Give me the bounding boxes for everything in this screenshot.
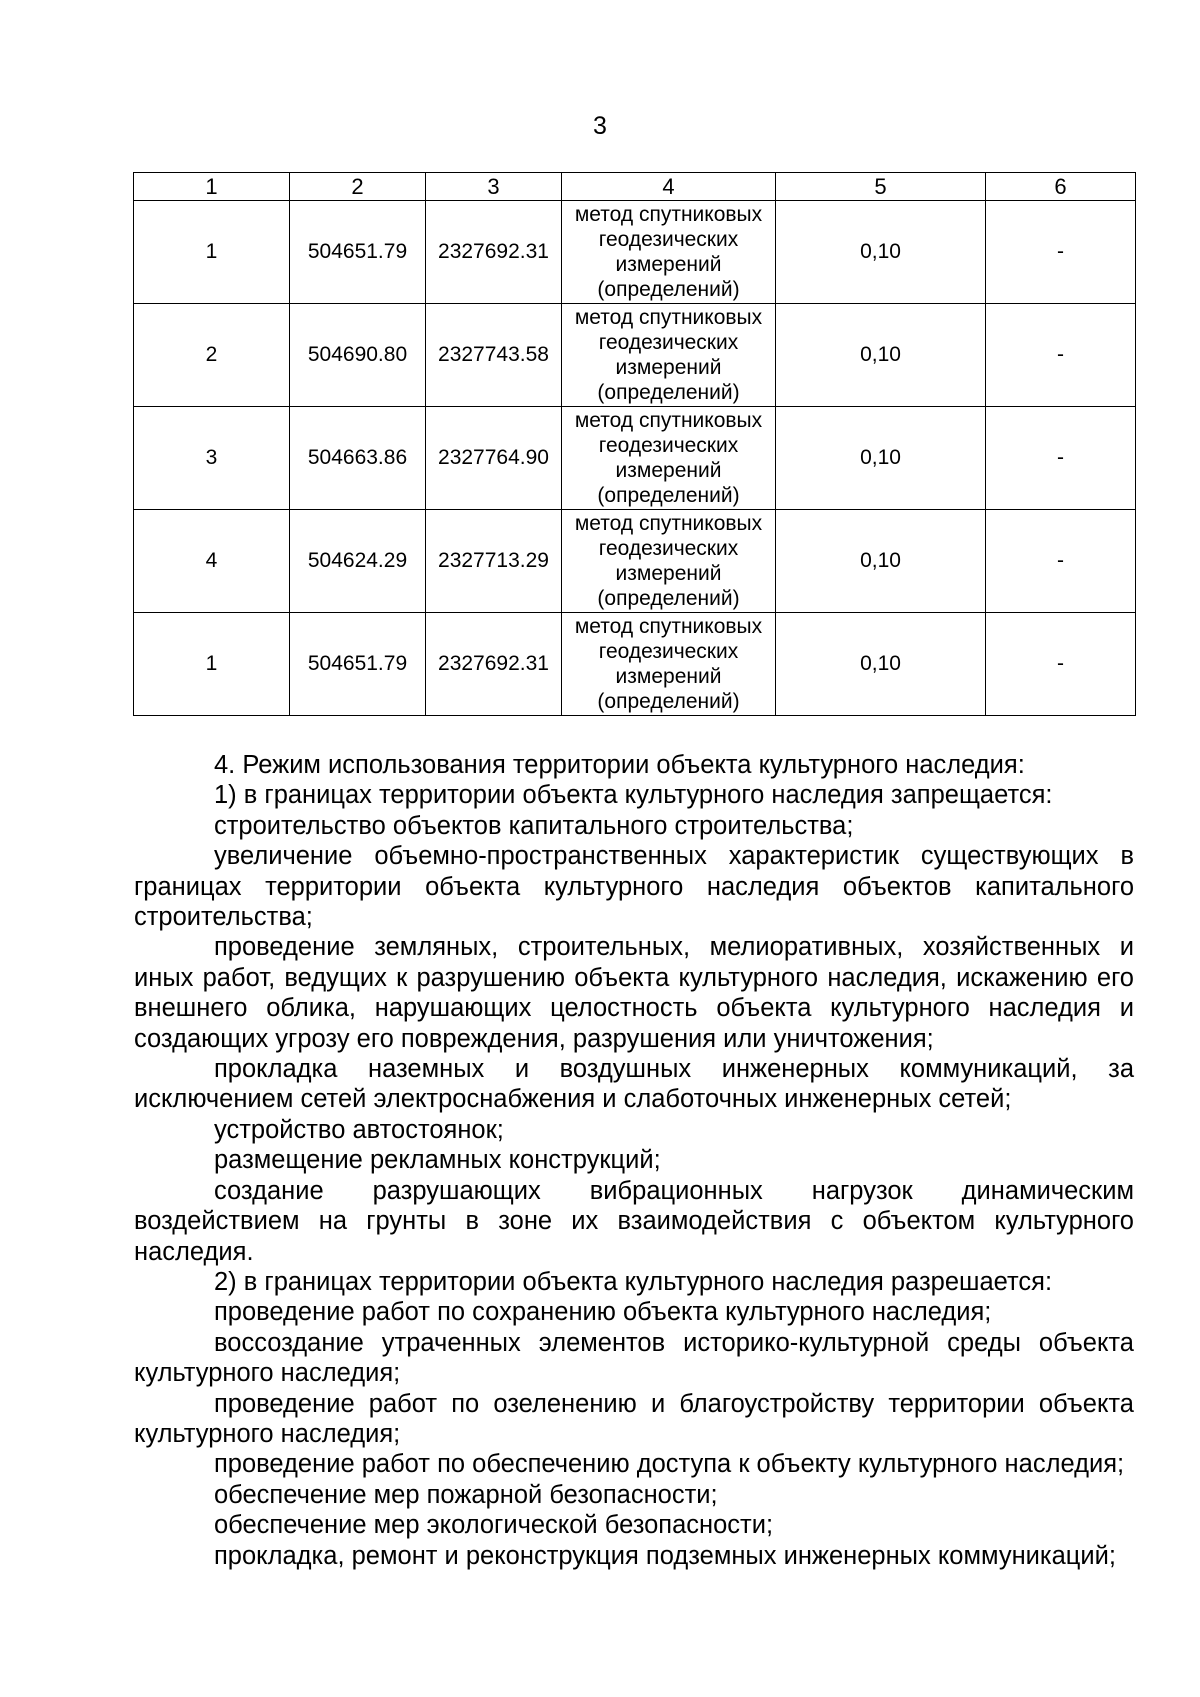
point-number-cell: 2	[134, 304, 290, 407]
table-header-cell: 6	[986, 173, 1136, 201]
accuracy-cell: 0,10	[776, 510, 986, 613]
list-item: прокладка, ремонт и реконструкция подземных инженерных коммуникаций;	[214, 1541, 1116, 1570]
point-number-cell: 3	[134, 407, 290, 510]
accuracy-cell: 0,10	[776, 304, 986, 407]
list-item: проведение работ по сохранению объекта культурного наследия;	[214, 1298, 992, 1327]
coordinates-table	[133, 172, 1136, 716]
accuracy-cell: 0,10	[776, 201, 986, 304]
accuracy-cell: 0,10	[776, 407, 986, 510]
list-item: размещение рекламных конструкций;	[214, 1146, 661, 1175]
subsection-heading: 2) в границах территории объекта культурного наследия разрешается:	[214, 1267, 1053, 1296]
note-cell: -	[986, 510, 1136, 613]
page-number: 3	[593, 112, 607, 140]
table-header-row	[134, 173, 1136, 201]
x-coordinate-cell: 504651.79	[290, 613, 426, 716]
note-cell: -	[986, 613, 1136, 716]
list-item: увеличение объемно-пространственных характеристик существующих в границах территории объекта культурного наследия объектов капитального строительства;	[134, 842, 1134, 932]
y-coordinate-cell: 2327692.31	[426, 201, 562, 304]
list-item: проведение работ по обеспечению доступа к объекту культурного наследия;	[214, 1450, 1125, 1479]
note-cell: -	[986, 304, 1136, 407]
point-number-cell: 4	[134, 510, 290, 613]
point-number-cell: 1	[134, 613, 290, 716]
table-header-cell: 2	[290, 173, 426, 201]
list-item: прокладка наземных и воздушных инженерных коммуникаций, за исключением сетей электроснабжения и слаботочных инженерных сетей;	[134, 1055, 1134, 1114]
accuracy-cell: 0,10	[776, 613, 986, 716]
section-heading: 4. Режим использования территории объекта культурного наследия:	[214, 751, 1025, 779]
table-row	[134, 304, 1136, 407]
x-coordinate-cell: 504690.80	[290, 304, 426, 407]
x-coordinate-cell: 504663.86	[290, 407, 426, 510]
x-coordinate-cell: 504651.79	[290, 201, 426, 304]
table-header-cell: 5	[776, 173, 986, 201]
method-cell: метод спутниковых геодезических измерений (определений)	[562, 201, 776, 304]
y-coordinate-cell: 2327743.58	[426, 304, 562, 407]
note-cell: -	[986, 201, 1136, 304]
list-item: устройство автостоянок;	[214, 1115, 504, 1144]
table-header-cell: 4	[562, 173, 776, 201]
table-header-cell: 1	[134, 173, 290, 201]
point-number-cell: 1	[134, 201, 290, 304]
y-coordinate-cell: 2327713.29	[426, 510, 562, 613]
regulation-text	[134, 750, 1134, 1571]
table-row	[134, 201, 1136, 304]
list-item: воссоздание утраченных элементов историко-культурной среды объекта культурного наследия;	[134, 1328, 1134, 1388]
list-item: обеспечение мер пожарной безопасности;	[214, 1480, 718, 1509]
y-coordinate-cell: 2327764.90	[426, 407, 562, 510]
x-coordinate-cell: 504624.29	[290, 510, 426, 613]
table-row	[134, 613, 1136, 716]
method-cell: метод спутниковых геодезических измерений (определений)	[562, 304, 776, 407]
subsection-heading: 1) в границах территории объекта культурного наследия запрещается:	[214, 781, 1053, 810]
list-item: создание разрушающих вибрационных нагрузок динамическим воздействием на грунты в зоне их взаимодействия с объектом культурного наследия.	[134, 1176, 1134, 1266]
method-cell: метод спутниковых геодезических измерений (определений)	[562, 613, 776, 716]
y-coordinate-cell: 2327692.31	[426, 613, 562, 716]
method-cell: метод спутниковых геодезических измерений (определений)	[562, 407, 776, 510]
list-item: проведение земляных, строительных, мелиоративных, хозяйственных и иных работ, ведущих к разрушению объекта культурного наследия, искажению его внешнего облика, нарушающих целостность объекта культурного наследия и создающих угрозу его повреждения, разрушения или уничтожения;	[134, 933, 1134, 1053]
list-item: проведение работ по озеленению и благоустройству территории объекта культурного наследия;	[134, 1389, 1134, 1448]
table-header-cell: 3	[426, 173, 562, 201]
method-cell: метод спутниковых геодезических измерений (определений)	[562, 510, 776, 613]
table-row	[134, 407, 1136, 510]
list-item: обеспечение мер экологической безопасности;	[214, 1511, 774, 1540]
list-item: строительство объектов капитального строительства;	[214, 811, 854, 840]
note-cell: -	[986, 407, 1136, 510]
table-row	[134, 510, 1136, 613]
